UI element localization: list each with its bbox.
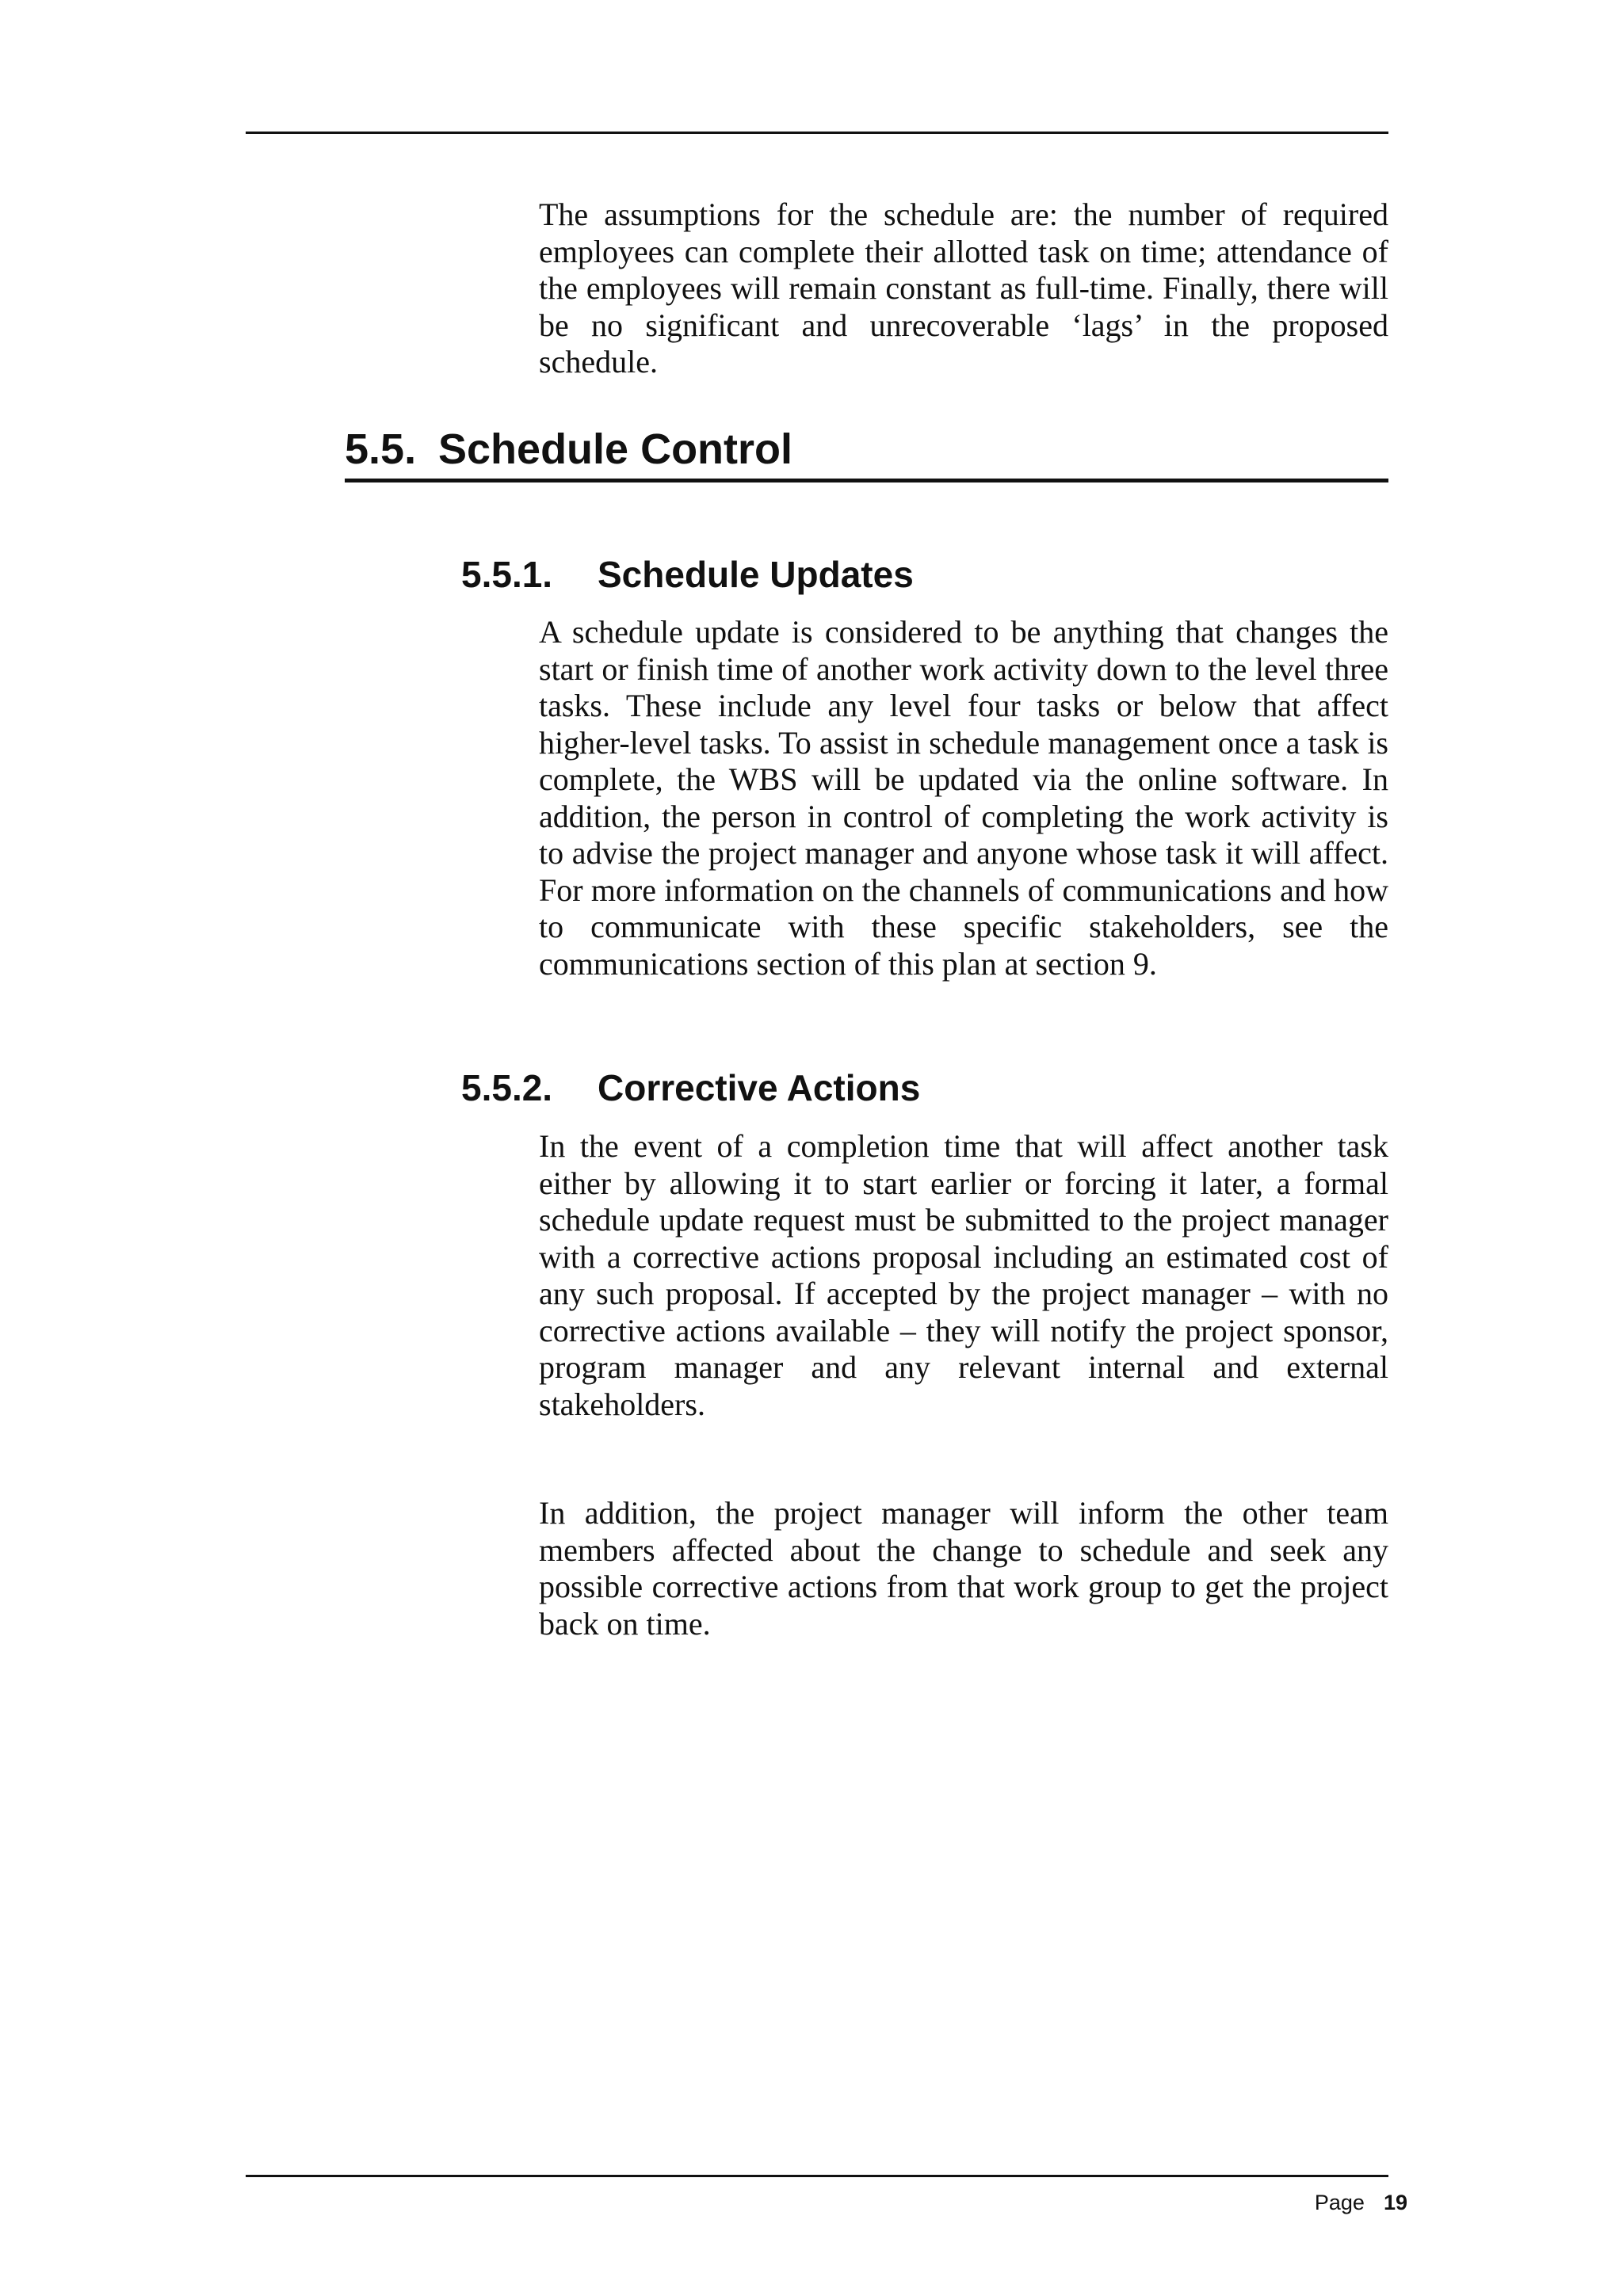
page-label: Page: [1314, 2191, 1365, 2214]
subsection-title: Corrective Actions: [598, 1067, 921, 1108]
section-heading: [345, 421, 1388, 482]
subsection-heading-schedule-updates: [461, 551, 914, 598]
subsection-number: 5.5.2.: [461, 1067, 553, 1108]
footer-rule: [246, 2175, 1388, 2177]
intro-paragraph: The assumptions for the schedule are: the number of required employees can complete their allotted task on time; attendance of the employees will remain constant as full-time. Finally, there will be no significant and unrecoverable ‘lags’ in the proposed schedule.: [539, 196, 1388, 379]
subsection-heading-corrective-actions: [461, 1064, 920, 1112]
subsection-title: Schedule Updates: [598, 554, 914, 595]
corrective-actions-paragraph-1: In the event of a completion time that will affect another task either by allowing it to start earlier or forcing it later, a formal schedule update request must be submitted to the project manager with a corrective actions proposal including an estimated cost of any such proposal. If accepted by the project manager – with no corrective actions available – they will notify the project sponsor, program manager and any relevant internal and external stakeholders.: [539, 1128, 1388, 1422]
page-footer: [1315, 2188, 1407, 2217]
schedule-updates-paragraph: A schedule update is considered to be anything that changes the start or finish time of another work activity down to the level three tasks. These include any level four tasks or below that affect higher-level tasks. To assist in schedule management once a task is complete, the WBS will be updated via the online software. In addition, the person in control of completing the work activity is to advise the project manager and anyone whose task it will affect. For more information on the channels of communications and how to communicate with these specific stakeholders, see the communications section of this plan at section 9.: [539, 614, 1388, 982]
page-number: 19: [1383, 2191, 1407, 2214]
section-number: 5.5.: [345, 425, 417, 473]
corrective-actions-paragraph-2: In addition, the project manager will inform the other team members affected about the change to schedule and seek any possible corrective actions from that work group to get the project back on time.: [539, 1495, 1388, 1642]
subsection-number: 5.5.1.: [461, 554, 553, 595]
header-rule: [246, 132, 1388, 134]
section-title: Schedule Control: [438, 425, 793, 473]
